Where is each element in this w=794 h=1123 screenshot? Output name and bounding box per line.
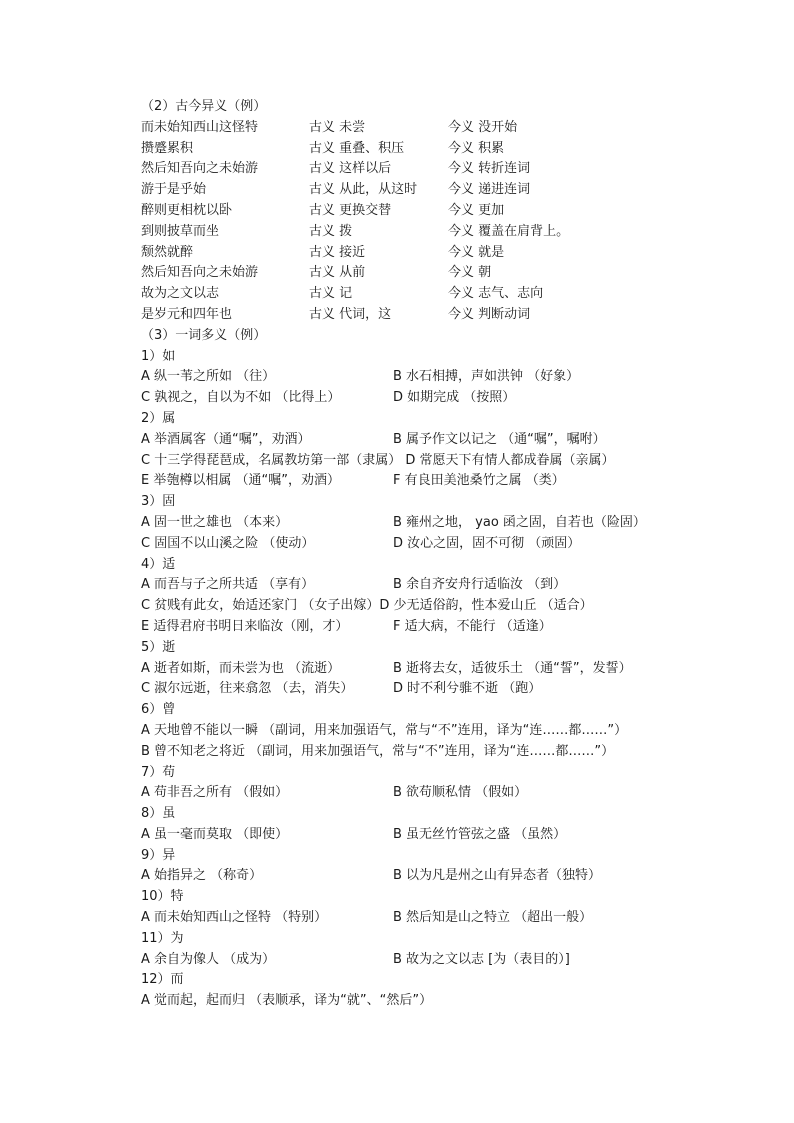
gujin-modern-meaning: 今义 递进连词 [448, 182, 531, 198]
gujin-row [141, 118, 781, 139]
word-entry-title [141, 555, 781, 576]
meaning-options-row [141, 451, 781, 472]
section-heading-gujin-yiyi [141, 97, 781, 118]
meaning-option-line: A 觉而起，起而归 （表顺承，译为“就”、“然后”） [141, 993, 433, 1009]
word-entry-title [141, 887, 781, 908]
meaning-option: E 适得君府书明日来临汝（刚，才） [141, 618, 349, 634]
word-entry-title [141, 638, 781, 659]
gujin-row [141, 263, 781, 284]
meaning-option: B 然后知是山之特立 （超出一般） [393, 910, 593, 926]
word-entry-title-text: 5）逝 [141, 639, 176, 655]
meaning-option: B 虽无丝竹管弦之盛 （虽然） [393, 826, 567, 842]
word-entry-title [141, 347, 781, 368]
gujin-word: 然后知吾向之未始游 [141, 161, 259, 177]
gujin-row [141, 243, 781, 264]
meaning-option: B 雍州之地， yao 函之固，自若也（险固） [393, 514, 646, 530]
gujin-word: 到则披草而坐 [141, 223, 220, 239]
gujin-row [141, 284, 781, 305]
meaning-options-row [141, 471, 781, 492]
word-entry-title [141, 492, 781, 513]
meaning-option-line: C 十三学得琵琶成，名属教坊第一部（隶属） D 常愿天下有情人都成眷属（亲属） [141, 452, 615, 468]
meaning-option-line: C 贫贱有此女，始适还家门 （女子出嫁）D 少无适俗韵，性本爱山丘 （适合） [141, 598, 593, 614]
gujin-ancient-meaning: 古义 更换交替 [309, 202, 392, 218]
word-entry-title [141, 763, 781, 784]
meaning-option: A 余自为像人 （成为） [141, 951, 276, 967]
meaning-option: A 而吾与子之所共适 （享有） [141, 577, 315, 593]
gujin-word: 故为之文以志 [141, 286, 220, 302]
meaning-options-row [141, 596, 781, 617]
gujin-word: 然后知吾向之未始游 [141, 265, 259, 281]
word-entry-title [141, 846, 781, 867]
meaning-options-row [141, 991, 781, 1012]
document-content [141, 97, 781, 1012]
meaning-options-row [141, 679, 781, 700]
word-entry-title-text: 1）如 [141, 348, 176, 364]
meaning-option: C 淑尔远逝，往来翕忽 （去，消失） [141, 681, 354, 697]
word-entry-title-text: 9）异 [141, 847, 176, 863]
word-entry-title-text: 4）适 [141, 556, 176, 572]
gujin-word: 颓然就醉 [141, 244, 194, 260]
section-heading-yici-duoyi [141, 326, 781, 347]
gujin-word: 游于是乎始 [141, 182, 207, 198]
word-entry-title [141, 929, 781, 950]
gujin-modern-meaning: 今义 更加 [448, 202, 505, 218]
meaning-option: A 举酒属客（通“嘱”，劝酒） [141, 431, 311, 447]
gujin-row [141, 305, 781, 326]
meaning-option: D 时不利兮骓不逝 （跑） [393, 681, 542, 697]
gujin-word: 攒蹙累积 [141, 140, 194, 156]
meaning-options-row [141, 742, 781, 763]
meaning-option: F 有良田美池桑竹之属 （类） [393, 473, 565, 489]
gujin-word: 醉则更相枕以卧 [141, 202, 233, 218]
meaning-option: B 逝将去女，适彼乐土 （通“誓”，发誓） [393, 660, 632, 676]
gujin-row [141, 222, 781, 243]
meaning-option: C 固国不以山溪之险 （使动） [141, 535, 315, 551]
meaning-options-row [141, 367, 781, 388]
gujin-yiyi-table [141, 118, 781, 326]
gujin-ancient-meaning: 古义 拨 [309, 223, 353, 239]
word-entry-title-text: 10）特 [141, 889, 184, 905]
gujin-row [141, 159, 781, 180]
gujin-ancient-meaning: 古义 这样以后 [309, 161, 392, 177]
gujin-modern-meaning: 今义 就是 [448, 244, 505, 260]
meaning-options-row [141, 908, 781, 929]
meaning-option: F 适大病，不能行 （适逢） [393, 618, 552, 634]
word-entry-title-text: 12）而 [141, 972, 184, 988]
gujin-word: 是岁元和四年也 [141, 306, 233, 322]
gujin-ancient-meaning: 古义 从此，从这时 [309, 182, 418, 198]
meaning-option: D 如期完成 （按照） [393, 390, 516, 406]
meaning-option: B 故为之文以志 [为（表目的）] [393, 951, 570, 967]
meaning-option: B 水石相搏，声如洪钟 （好象） [393, 369, 580, 385]
gujin-ancient-meaning: 古义 代词，这 [309, 306, 392, 322]
meaning-option-line: B 曾不知老之将近 （副词，用来加强语气，常与“不”连用，译为“连……都……”） [141, 743, 615, 759]
word-entry-title-text: 6）曾 [141, 702, 176, 718]
gujin-row [141, 201, 781, 222]
meaning-option: C 孰视之，自以为不如 （比得上） [141, 390, 341, 406]
gujin-word: 而未始知西山这怪特 [141, 119, 259, 135]
meaning-option: A 纵一苇之所如 （往） [141, 369, 276, 385]
meaning-options-row [141, 534, 781, 555]
gujin-ancient-meaning: 古义 接近 [309, 244, 366, 260]
meaning-options-row [141, 388, 781, 409]
meaning-option: B 欲苟顺私情 （假如） [393, 785, 528, 801]
meaning-options-row [141, 659, 781, 680]
meaning-option: A 苟非吾之所有 （假如） [141, 785, 289, 801]
meaning-options-row [141, 430, 781, 451]
word-entry-title [141, 700, 781, 721]
gujin-ancient-meaning: 古义 从前 [309, 265, 366, 281]
meaning-options-row [141, 950, 781, 971]
gujin-ancient-meaning: 古义 重叠、积压 [309, 140, 405, 156]
gujin-row [141, 180, 781, 201]
word-entry-title-text: 8）虽 [141, 806, 176, 822]
gujin-modern-meaning: 今义 转折连词 [448, 161, 531, 177]
gujin-modern-meaning: 今义 志气、志向 [448, 286, 544, 302]
meaning-options-row [141, 575, 781, 596]
meaning-option-line: A 天地曾不能以一瞬 （副词，用来加强语气，常与“不”连用，译为“连……都……”） [141, 722, 628, 738]
yici-duoyi-list [141, 347, 781, 1013]
word-entry-title [141, 970, 781, 991]
meaning-option: B 余自齐安舟行适临汝 （到） [393, 577, 567, 593]
meaning-options-row [141, 825, 781, 846]
gujin-modern-meaning: 今义 没开始 [448, 119, 518, 135]
gujin-modern-meaning: 今义 朝 [448, 265, 492, 281]
gujin-row [141, 139, 781, 160]
gujin-modern-meaning: 今义 积累 [448, 140, 505, 156]
meaning-option: B 以为凡是州之山有异态者（独特） [393, 868, 602, 884]
word-entry-title [141, 804, 781, 825]
meaning-option: A 虽一毫而莫取 （即使） [141, 826, 289, 842]
word-entry-title-text: 11）为 [141, 930, 184, 946]
meaning-options-row [141, 721, 781, 742]
gujin-ancient-meaning: 古义 记 [309, 286, 353, 302]
meaning-options-row [141, 783, 781, 804]
meaning-option: A 逝者如斯，而未尝为也 （流逝） [141, 660, 341, 676]
meaning-option: D 汝心之固，固不可彻 （顽固） [393, 535, 581, 551]
gujin-modern-meaning: 今义 覆盖在肩背上。 [448, 223, 570, 239]
meaning-option: E 举匏樽以相属 （通“嘱”，劝酒） [141, 473, 340, 489]
gujin-modern-meaning: 今义 判断动词 [448, 306, 531, 322]
meaning-options-row [141, 513, 781, 534]
word-entry-title-text: 3）固 [141, 494, 176, 510]
meaning-option: A 始指异之 （称奇） [141, 868, 263, 884]
gujin-ancient-meaning: 古义 未尝 [309, 119, 366, 135]
meaning-option: A 固一世之雄也 （本来） [141, 514, 289, 530]
meaning-options-row [141, 866, 781, 887]
meaning-option: A 而未始知西山之怪特 （特别） [141, 910, 328, 926]
section-heading-text: （2）古今异义（例） [141, 99, 267, 114]
meaning-options-row [141, 617, 781, 638]
word-entry-title [141, 409, 781, 430]
word-entry-title-text: 7）苟 [141, 764, 176, 780]
word-entry-title-text: 2）属 [141, 410, 176, 426]
section-heading-text: （3）一词多义（例） [141, 327, 267, 343]
meaning-option: B 属予作文以记之 （通“嘱”，嘱咐） [393, 431, 606, 447]
